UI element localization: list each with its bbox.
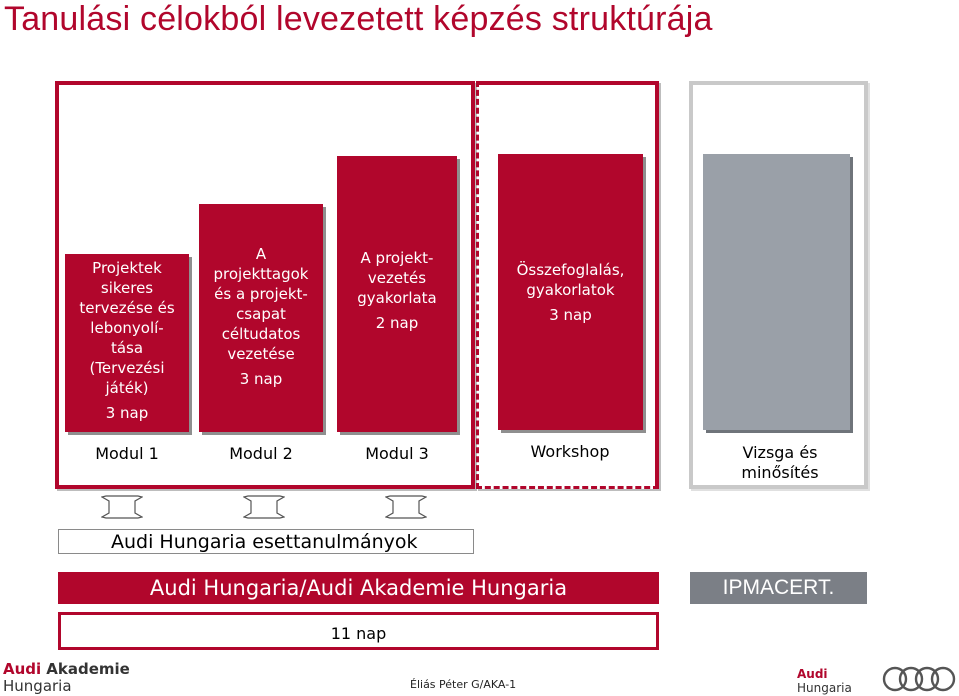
module-1-line: játék): [105, 379, 149, 397]
module-3-line: gyakorlata: [357, 289, 437, 307]
module-1-days: 3 nap: [105, 404, 149, 422]
module-2-line: és a projekt-: [214, 285, 308, 303]
double-arrow-icon: [243, 495, 285, 519]
module-1-box: [65, 254, 189, 432]
case-studies-bar: Audi Hungaria esettanulmányok: [58, 529, 474, 554]
logo-right-brand: Audi: [797, 667, 828, 681]
workshop-line: gyakorlatok: [526, 281, 615, 299]
module-1-line: (Tervezési: [89, 359, 165, 377]
module-1-line: tervezése és: [79, 299, 175, 317]
module-2-line: projekttagok: [213, 265, 309, 283]
workshop-days: 3 nap: [549, 306, 592, 324]
double-arrow-icon: [101, 495, 143, 519]
module-3-label: Modul 3: [365, 444, 429, 463]
workshop-label: Workshop: [530, 442, 610, 461]
module-2-box: [199, 204, 323, 432]
module-1-line: sikeres: [100, 279, 154, 297]
module-2-line: csapat: [236, 305, 286, 323]
module-2-label: Modul 2: [229, 444, 293, 463]
exam-label-line: Vizsga és: [742, 443, 818, 462]
module-2-line: vezetése: [227, 345, 295, 363]
module-3-box: [337, 156, 457, 432]
page-title: Tanulási célokból levezetett képzés struktúrája: [4, 0, 713, 38]
organizer-bar: Audi Hungaria/Audi Akademie Hungaria: [58, 572, 659, 604]
total-days-bar: 11 nap: [58, 612, 659, 650]
module-2-line: A: [255, 245, 267, 263]
logo-brand: Audi: [3, 660, 42, 678]
audi-hungaria-logo: [797, 667, 852, 695]
double-arrow-icon: [385, 495, 427, 519]
module-2-days: 3 nap: [239, 370, 283, 388]
audi-akademie-logo: [3, 660, 130, 695]
footer-author: Éliás Péter G/AKA-1: [410, 678, 517, 691]
module-1-line: tása: [110, 339, 144, 357]
audi-rings-icon: [882, 664, 958, 694]
module-2-line: céltudatos: [221, 325, 301, 343]
logo-sub: Akademie: [46, 660, 130, 678]
module-1-line: Projektek: [92, 259, 162, 277]
exam-box: [703, 154, 850, 430]
module-1-label: Modul 1: [95, 444, 159, 463]
module-3-line: vezetés: [367, 269, 427, 287]
module-1-line: lebonyolí-: [90, 319, 164, 337]
module-3-line: A projekt-: [360, 249, 434, 267]
module-3-days: 2 nap: [375, 314, 419, 332]
exam-label-line: minősítés: [741, 463, 819, 482]
certifier-bar: IPMACERT.: [690, 572, 867, 604]
logo-bottom: Hungaria: [3, 677, 72, 695]
logo-right-bottom: Hungaria: [797, 681, 852, 695]
exam-label: [700, 443, 860, 483]
workshop-line: Összefoglalás,: [516, 261, 625, 279]
workshop-box: [498, 154, 643, 430]
